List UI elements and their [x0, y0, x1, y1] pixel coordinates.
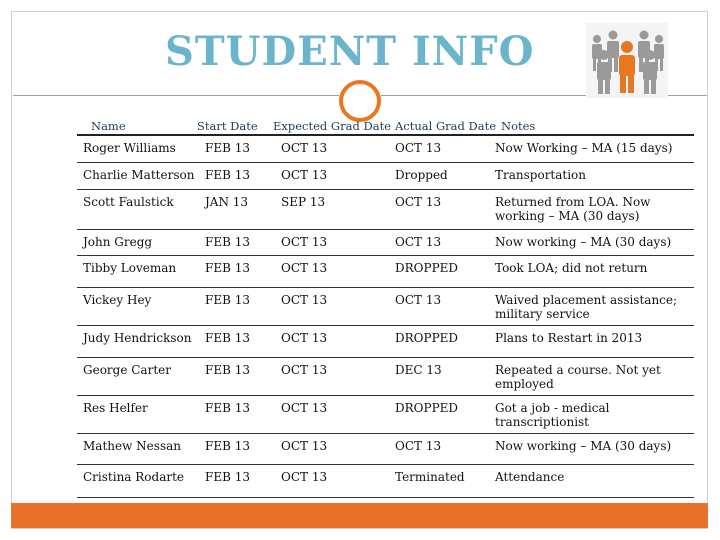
cell-notes: Now working – MA (30 days) [490, 229, 694, 255]
cell-start-date: FEB 13 [200, 255, 276, 287]
cell-notes: Now Working – MA (15 days) [490, 135, 694, 162]
table-row [78, 255, 694, 287]
cell-notes: Took LOA; did not return [490, 255, 694, 287]
cell-actual-grad-date: DROPPED [390, 255, 490, 287]
cell-name: George Carter [78, 357, 200, 395]
cell-expected-grad-date: OCT 13 [276, 255, 390, 287]
cell-notes: Got a job - medical transcriptionist [490, 395, 694, 433]
cell-start-date: FEB 13 [200, 325, 276, 357]
table-row [78, 395, 694, 433]
cell-start-date: FEB 13 [200, 287, 276, 325]
cell-name: Judy Hendrickson [78, 325, 200, 357]
table-row [78, 162, 694, 189]
ring-ornament [339, 80, 381, 122]
cell-start-date: FEB 13 [200, 433, 276, 464]
table-row [78, 433, 694, 464]
cell-actual-grad-date: Dropped [390, 162, 490, 189]
table-row [78, 325, 694, 357]
cell-expected-grad-date: OCT 13 [276, 229, 390, 255]
cell-start-date: JAN 13 [200, 189, 276, 229]
footer-bar [11, 503, 708, 528]
cell-expected-grad-date: OCT 13 [276, 325, 390, 357]
cell-start-date: FEB 13 [200, 135, 276, 162]
cell-name: Tibby Loveman [78, 255, 200, 287]
cell-expected-grad-date: OCT 13 [276, 135, 390, 162]
cell-expected-grad-date: OCT 13 [276, 357, 390, 395]
cell-expected-grad-date: OCT 13 [276, 433, 390, 464]
divider-left [13, 95, 339, 96]
cell-notes: Waived placement assistance; military service [490, 287, 694, 325]
cell-expected-grad-date: OCT 13 [276, 287, 390, 325]
cell-name: Vickey Hey [78, 287, 200, 325]
cell-start-date: FEB 13 [200, 395, 276, 433]
table-row [78, 135, 694, 162]
cell-notes: Transportation [490, 162, 694, 189]
cell-name: Charlie Matterson [78, 162, 200, 189]
table-row [78, 287, 694, 325]
cell-name: Mathew Nessan [78, 433, 200, 464]
cell-actual-grad-date: DROPPED [390, 325, 490, 357]
table-row [78, 189, 694, 229]
cell-expected-grad-date: OCT 13 [276, 162, 390, 189]
header-actual-grad-date: Actual Grad Date [395, 119, 497, 133]
header-notes: Notes [501, 119, 536, 133]
cell-actual-grad-date: Terminated [390, 464, 490, 497]
cell-notes: Returned from LOA. Now working – MA (30 days) [490, 189, 694, 229]
cell-name: John Gregg [78, 229, 200, 255]
cell-actual-grad-date: OCT 13 [390, 189, 490, 229]
cell-name: Roger Williams [78, 135, 200, 162]
people-group-icon [586, 23, 668, 98]
cell-actual-grad-date: OCT 13 [390, 433, 490, 464]
cell-notes: Attendance [490, 464, 694, 497]
header-start-date: Start Date [197, 119, 258, 133]
header-name: Name [91, 119, 126, 133]
student-table [77, 134, 694, 498]
header-expected-grad-date: Expected Grad Date [273, 119, 391, 133]
cell-start-date: FEB 13 [200, 357, 276, 395]
cell-notes: Repeated a course. Not yet employed [490, 357, 694, 395]
cell-notes: Now working – MA (30 days) [490, 433, 694, 464]
page-title: STUDENT INFO [165, 28, 535, 75]
cell-actual-grad-date: OCT 13 [390, 287, 490, 325]
cell-actual-grad-date: OCT 13 [390, 135, 490, 162]
cell-name: Cristina Rodarte [78, 464, 200, 497]
cell-start-date: FEB 13 [200, 162, 276, 189]
cell-actual-grad-date: DEC 13 [390, 357, 490, 395]
cell-notes: Plans to Restart in 2013 [490, 325, 694, 357]
cell-actual-grad-date: DROPPED [390, 395, 490, 433]
table-row [78, 464, 694, 497]
cell-name: Res Helfer [78, 395, 200, 433]
table-row [78, 357, 694, 395]
cell-expected-grad-date: OCT 13 [276, 464, 390, 497]
table-row [78, 229, 694, 255]
cell-expected-grad-date: OCT 13 [276, 395, 390, 433]
cell-start-date: FEB 13 [200, 464, 276, 497]
cell-name: Scott Faulstick [78, 189, 200, 229]
cell-expected-grad-date: SEP 13 [276, 189, 390, 229]
cell-start-date: FEB 13 [200, 229, 276, 255]
cell-actual-grad-date: OCT 13 [390, 229, 490, 255]
